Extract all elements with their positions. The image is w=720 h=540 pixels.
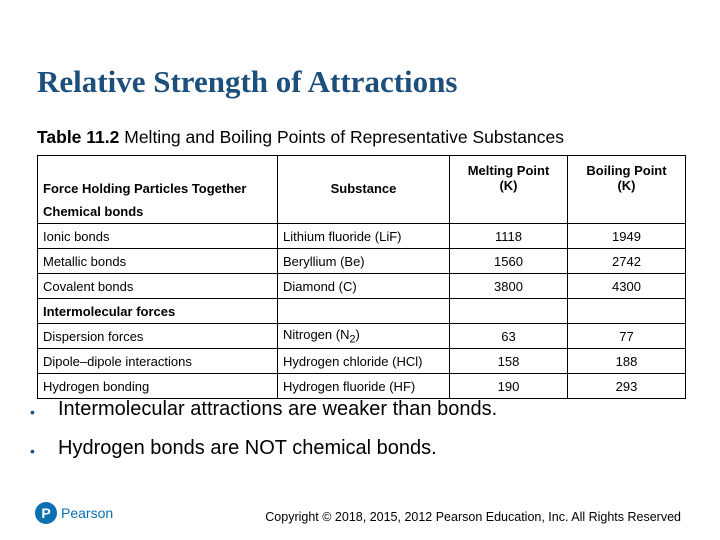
section-label: Intermolecular forces <box>38 299 278 324</box>
bullet-text: Hydrogen bonds are NOT chemical bonds. <box>58 437 437 459</box>
cell-boiling-point: 2742 <box>568 249 686 274</box>
bullet-item <box>30 398 497 421</box>
header-boiling-point <box>568 156 686 200</box>
cell-force: Dispersion forces <box>38 324 278 349</box>
bullet-dot-icon: • <box>30 443 35 459</box>
section-row-intermolecular-forces <box>38 299 686 324</box>
cell-force: Metallic bonds <box>38 249 278 274</box>
table-caption <box>37 127 564 148</box>
cell-substance: Beryllium (Be) <box>278 249 450 274</box>
substance-text-end: ) <box>355 326 360 342</box>
slide-title: Relative Strength of Attractions <box>37 64 458 99</box>
cell-melting-point: 1118 <box>450 224 568 249</box>
cell-melting-point: 1560 <box>450 249 568 274</box>
cell-substance: Lithium fluoride (LiF) <box>278 224 450 249</box>
table-row <box>38 274 686 299</box>
cell-melting-point: 3800 <box>450 274 568 299</box>
cell-force: Hydrogen bonding <box>38 374 278 399</box>
header-mp-line1: Melting Point <box>467 162 550 178</box>
table-row <box>38 374 686 399</box>
cell-force: Dipole–dipole interactions <box>38 349 278 374</box>
copyright-notice: Copyright © 2018, 2015, 2012 Pearson Education, Inc. All Rights Reserved <box>265 510 681 524</box>
pearson-logo-icon: P <box>35 502 57 524</box>
header-melting-point <box>450 156 568 200</box>
table-row <box>38 249 686 274</box>
bullet-list <box>30 398 497 460</box>
cell-boiling-point: 1949 <box>568 224 686 249</box>
cell-boiling-point: 188 <box>568 349 686 374</box>
cell-substance: Hydrogen chloride (HCl) <box>278 349 450 374</box>
bullet-text: Intermolecular attractions are weaker than bonds. <box>58 398 498 420</box>
substance-subscript: 2 <box>349 333 356 346</box>
table-caption-text: Melting and Boiling Points of Representative Substances <box>124 127 564 147</box>
substance-text: Nitrogen (N <box>283 326 350 342</box>
table-row <box>38 324 686 349</box>
cell-force: Ionic bonds <box>38 224 278 249</box>
cell-boiling-point: 293 <box>568 374 686 399</box>
header-force: Force Holding Particles Together <box>38 156 278 200</box>
cell-substance <box>278 324 450 349</box>
cell-melting-point: 63 <box>450 324 568 349</box>
pearson-wordmark: Pearson <box>61 505 114 521</box>
bullet-dot-icon: • <box>30 404 35 420</box>
pearson-logo <box>35 502 113 524</box>
cell-boiling-point: 4300 <box>568 274 686 299</box>
cell-force: Covalent bonds <box>38 274 278 299</box>
bullet-item <box>30 437 497 460</box>
cell-substance: Hydrogen fluoride (HF) <box>278 374 450 399</box>
header-bp-line2: (K) <box>617 177 636 193</box>
header-bp-line1: Boiling Point <box>586 162 667 178</box>
table-row <box>38 224 686 249</box>
table-row <box>38 349 686 374</box>
header-mp-line2: (K) <box>499 177 518 193</box>
section-row-chemical-bonds <box>38 199 686 224</box>
cell-boiling-point: 77 <box>568 324 686 349</box>
data-table <box>37 155 686 399</box>
cell-melting-point: 190 <box>450 374 568 399</box>
cell-substance: Diamond (C) <box>278 274 450 299</box>
header-substance: Substance <box>278 156 450 200</box>
table-header-row <box>38 156 686 200</box>
cell-melting-point: 158 <box>450 349 568 374</box>
table-caption-label: Table 11.2 <box>37 127 120 147</box>
section-label: Chemical bonds <box>38 199 278 224</box>
